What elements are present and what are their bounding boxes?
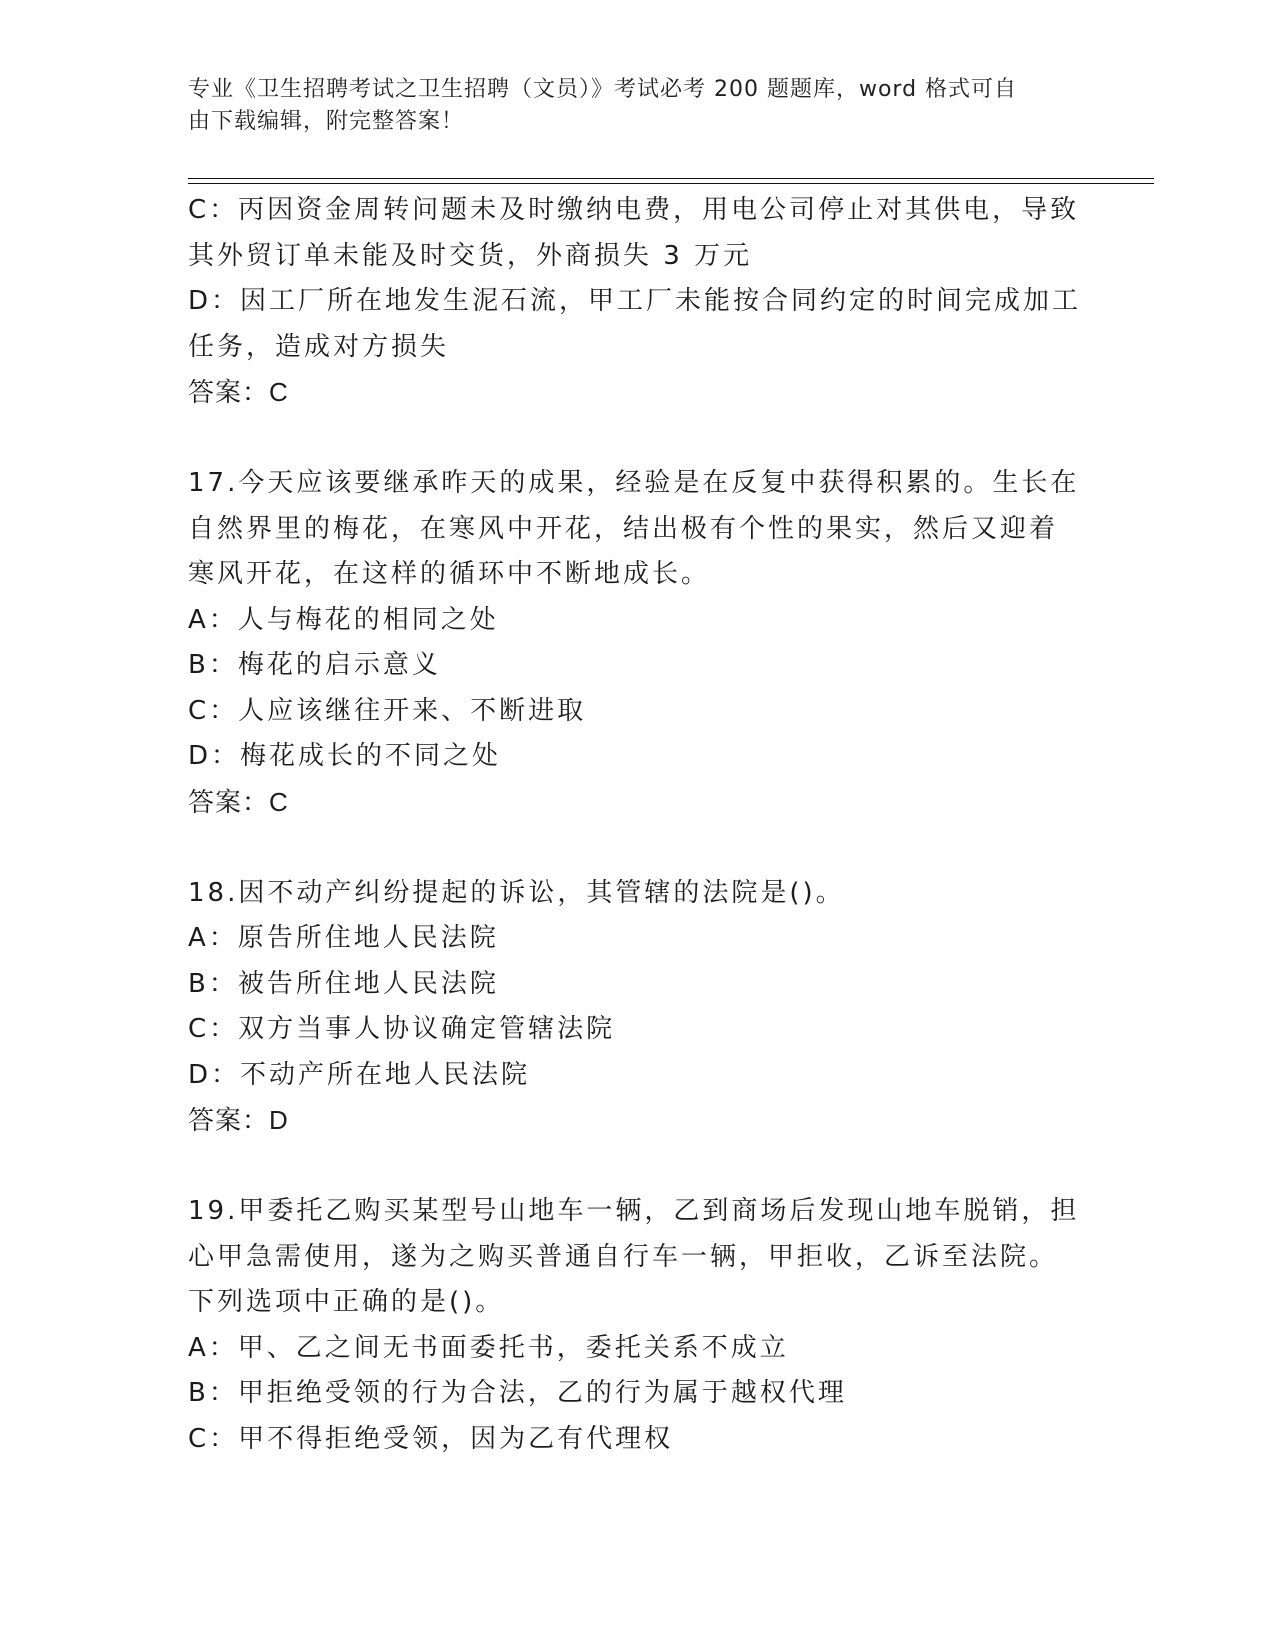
question-list — [188, 188, 1088, 1462]
q17-option-c: C：人应该继往开来、不断进取 — [188, 695, 587, 726]
q17-answer: 答案：C — [188, 786, 289, 817]
q17-option-d: D：梅花成长的不同之处 — [188, 741, 502, 771]
q18-answer: 答案：D — [188, 1105, 289, 1135]
question-19 — [188, 1189, 1088, 1462]
q16-option-d-line-2: 任务，造成对方损失 — [188, 331, 450, 362]
document-header — [188, 74, 1068, 138]
header-divider-bottom — [188, 183, 1154, 184]
q16-option-d-line-1: D：因工厂所在地发生泥石流，甲工厂未能按合同约定的时间完成加工 — [188, 286, 1082, 316]
q17-stem-line-3: 寒风开花，在这样的循环中不断地成长。 — [188, 559, 711, 589]
spacer — [188, 825, 1088, 871]
q19-stem-line-3: 下列选项中正确的是()。 — [188, 1287, 505, 1317]
header-line-1: 专业《卫生招聘考试之卫生招聘（文员）》考试必考 200 题题库，word 格式可自 — [188, 77, 1018, 102]
q19-option-a: A：甲、乙之间无书面委托书，委托关系不成立 — [188, 1332, 789, 1363]
q18-option-b: B：被告所住地人民法院 — [188, 968, 499, 999]
question-17 — [188, 461, 1088, 825]
header-line-2: 由下载编辑，附完整答案！ — [188, 109, 465, 134]
q17-stem-line-1: 17.今天应该要继承昨天的成果，经验是在反复中获得积累的。生长在 — [188, 468, 1080, 498]
question-16-tail — [188, 188, 1088, 416]
q17-option-a: A：人与梅花的相同之处 — [188, 604, 499, 635]
spacer — [188, 1144, 1088, 1190]
q18-option-a: A：原告所住地人民法院 — [188, 923, 499, 953]
q19-stem-line-1: 19.甲委托乙购买某型号山地车一辆，乙到商场后发现山地车脱销，担 — [188, 1196, 1080, 1226]
q16-option-c-line-1: C：丙因资金周转问题未及时缴纳电费，用电公司停止对其供电，导致 — [188, 195, 1080, 225]
question-18 — [188, 871, 1088, 1144]
q16-answer: 答案：C — [188, 377, 289, 407]
q17-stem-line-2: 自然界里的梅花，在寒风中开花，结出极有个性的果实，然后又迎着 — [188, 513, 1059, 544]
q19-stem-line-2: 心甲急需使用，遂为之购买普通自行车一辆，甲拒收，乙诉至法院。 — [188, 1241, 1059, 1272]
q18-option-c: C：双方当事人协议确定管辖法院 — [188, 1014, 616, 1044]
q19-option-c: C：甲不得拒绝受领，因为乙有代理权 — [188, 1423, 674, 1454]
q18-option-d: D：不动产所在地人民法院 — [188, 1059, 531, 1090]
q17-option-b: B：梅花的启示意义 — [188, 650, 441, 680]
q18-stem: 18.因不动产纠纷提起的诉讼，其管辖的法院是()。 — [188, 877, 845, 908]
header-divider-top — [188, 178, 1154, 179]
q16-option-c-line-2: 其外贸订单未能及时交货，外商损失 3 万元 — [188, 240, 753, 271]
q19-option-b: B：甲拒绝受领的行为合法，乙的行为属于越权代理 — [188, 1378, 847, 1408]
spacer — [188, 416, 1088, 462]
